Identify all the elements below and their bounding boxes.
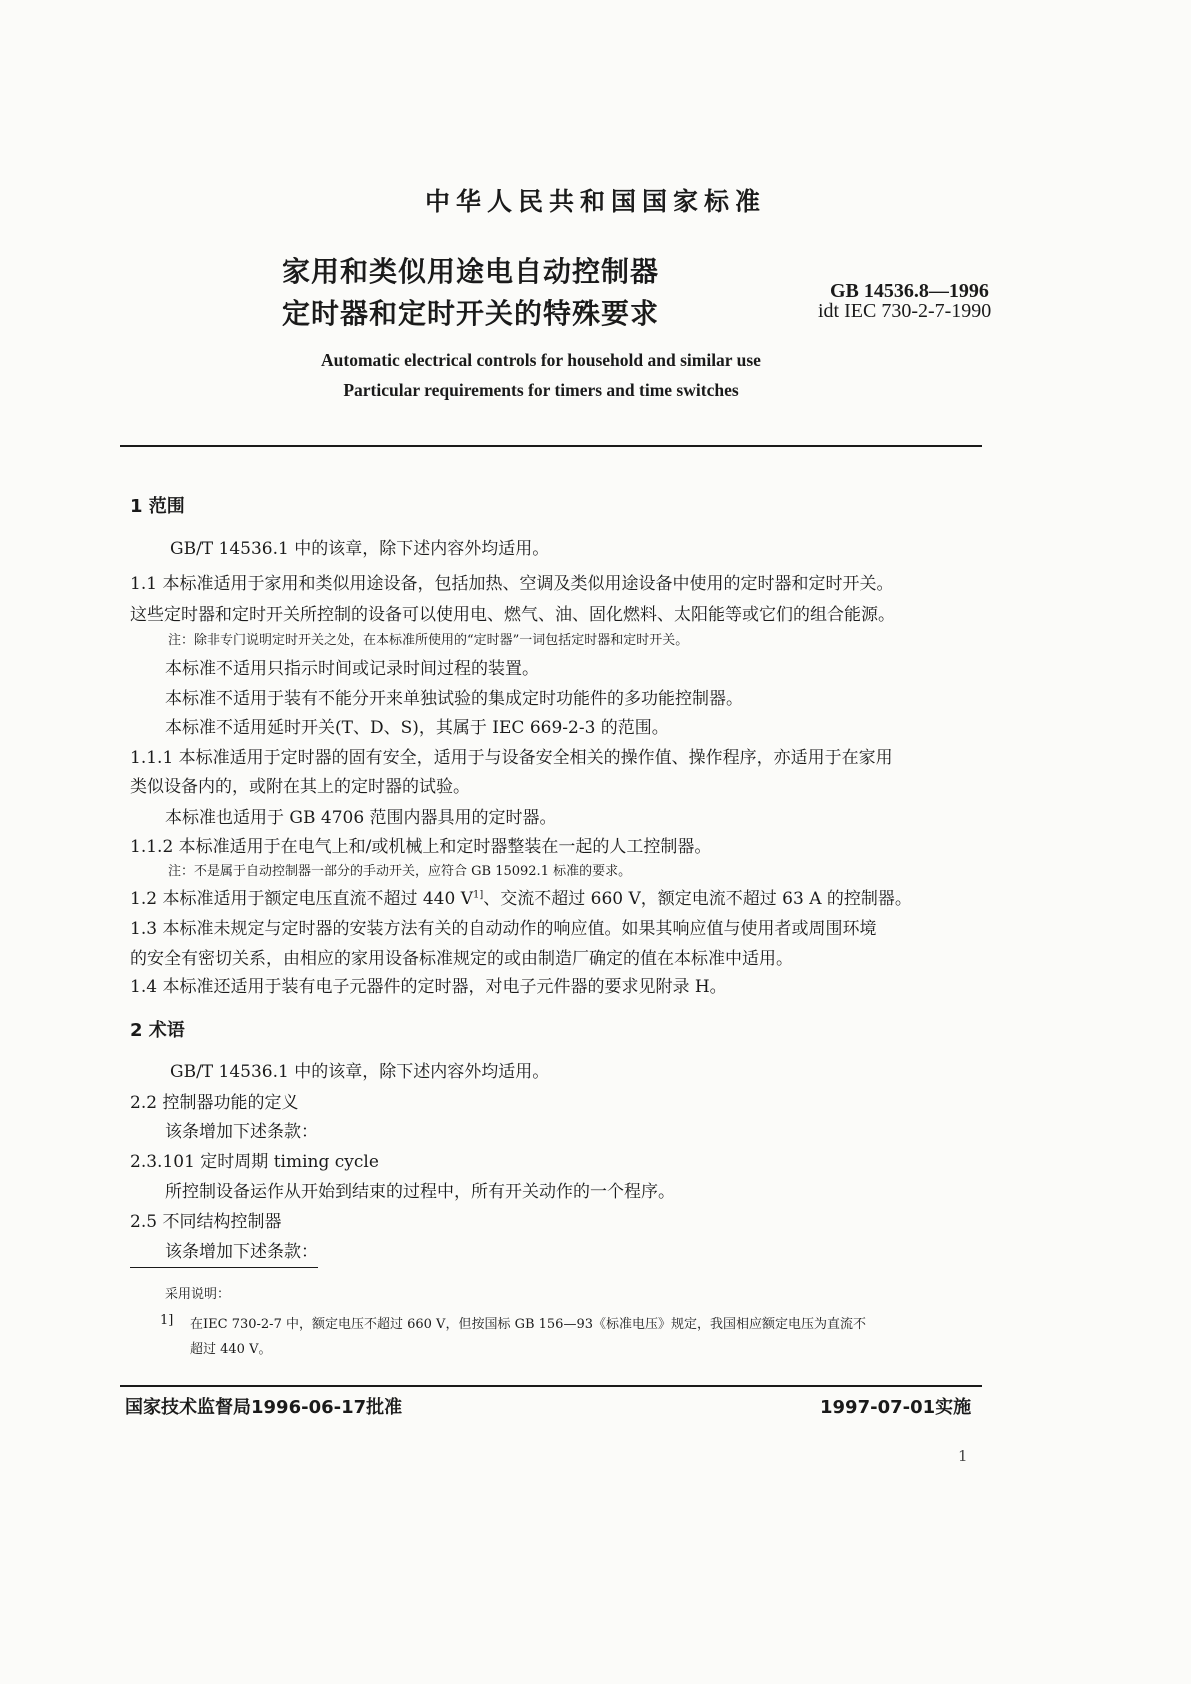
clause-2-3-101: 2.3.101 定时周期 timing cycle <box>130 1152 379 1172</box>
clause-1-3-line2: 的安全有密切关系，由相应的家用设备标准规定的或由制造厂确定的值在本标准中适用。 <box>130 949 793 969</box>
footnote-line1: 在IEC 730-2-7 中，额定电压不超过 660 V，但按国标 GB 156—93《标准电压》规定，我国相应额定电压为直流不 <box>190 1317 867 1332</box>
clause-1-4: 1.4 本标准还适用于装有电子元器件的定时器，对电子元件器的要求见附录 H。 <box>130 977 727 997</box>
footer-rule <box>120 1385 982 1387</box>
clause-1-1-note: 注：除非专门说明定时开关之处，在本标准所使用的“定时器”一词包括定时器和定时开关。 <box>168 633 689 648</box>
standard-code: GB 14536.8—1996 <box>830 280 989 302</box>
clause-1-1-para1: 本标准不适用只指示时间或记录时间过程的装置。 <box>165 659 539 679</box>
clause-1-1-para3: 本标准不适用延时开关(T、D、S)，其属于 IEC 669-2-3 的范围。 <box>165 718 669 738</box>
clause-1-1-1-line2: 类似设备内的，或附在其上的定时器的试验。 <box>130 777 470 797</box>
clause-1-1-line2: 这些定时器和定时开关所控制的设备可以使用电、燃气、油、固化燃料、太阳能等或它们的组合能源。 <box>130 605 895 625</box>
header-rule <box>120 445 982 447</box>
approval-info: 国家技术监督局1996-06-17批准 <box>125 1397 403 1418</box>
clause-1-3-line1: 1.3 本标准未规定与定时器的安装方法有关的自动动作的响应值。如果其响应值与使用者或周围环境 <box>130 919 877 939</box>
section-2-intro: GB/T 14536.1 中的该章，除下述内容外均适用。 <box>170 1062 550 1082</box>
clause-2-5: 2.5 不同结构控制器 <box>130 1212 282 1232</box>
clause-2-3-101-body: 所控制设备运作从开始到结束的过程中，所有开关动作的一个程序。 <box>165 1182 675 1202</box>
title-en-line2: Particular requirements for timers and time switches <box>343 380 739 400</box>
clause-1-2-text-a: 1.2 本标准适用于额定电压直流不超过 440 V <box>130 889 473 909</box>
title-zh-line1: 家用和类似用途电自动控制器 <box>282 255 660 288</box>
section-2-heading: 2 术语 <box>130 1020 185 1041</box>
title-en-line1: Automatic electrical controls for household and similar use <box>321 350 761 370</box>
section-1-heading: 1 范围 <box>130 496 185 517</box>
clause-1-2-text-b: 、交流不超过 660 V，额定电流不超过 63 A 的控制器。 <box>483 889 912 909</box>
clause-1-1-line1: 1.1 本标准适用于家用和类似用途设备，包括加热、空调及类似用途设备中使用的定时器和定时开关。 <box>130 574 894 594</box>
clause-1-1-1-line1: 1.1.1 本标准适用于定时器的固有安全，适用于与设备安全相关的操作值、操作程序，亦适用于在家用 <box>130 748 893 768</box>
clause-1-1-2-note: 注：不是属于自动控制器一部分的手动开关，应符合 GB 15092.1 标准的要求。 <box>168 864 632 879</box>
footnote-ref: 1] <box>472 889 484 901</box>
adoption-code: idt IEC 730-2-7-1990 <box>818 300 992 322</box>
clause-2-2-body: 该条增加下述条款： <box>165 1122 318 1142</box>
title-zh-line2: 定时器和定时开关的特殊要求 <box>282 297 660 330</box>
page-number: 1 <box>958 1447 968 1465</box>
clause-2-2: 2.2 控制器功能的定义 <box>130 1093 299 1113</box>
clause-1-1-1-para: 本标准也适用于 GB 4706 范围内器具用的定时器。 <box>165 808 557 828</box>
footnote-rule <box>130 1267 318 1268</box>
standard-type: 中华人民共和国国家标准 <box>424 187 766 216</box>
section-1-intro: GB/T 14536.1 中的该章，除下述内容外均适用。 <box>170 539 550 559</box>
clause-1-2 <box>130 884 912 909</box>
footnote-marker: 1] <box>160 1313 174 1328</box>
clause-1-1-2: 1.1.2 本标准适用于在电气上和/或机械上和定时器整装在一起的人工控制器。 <box>130 837 712 857</box>
footnote-title: 采用说明： <box>165 1287 231 1302</box>
clause-2-5-body: 该条增加下述条款： <box>165 1242 318 1262</box>
implementation-date: 1997-07-01实施 <box>820 1397 972 1418</box>
footnote-line2: 超过 440 V。 <box>190 1342 272 1357</box>
clause-1-1-para2: 本标准不适用于装有不能分开来单独试验的集成定时功能件的多功能控制器。 <box>165 689 743 709</box>
